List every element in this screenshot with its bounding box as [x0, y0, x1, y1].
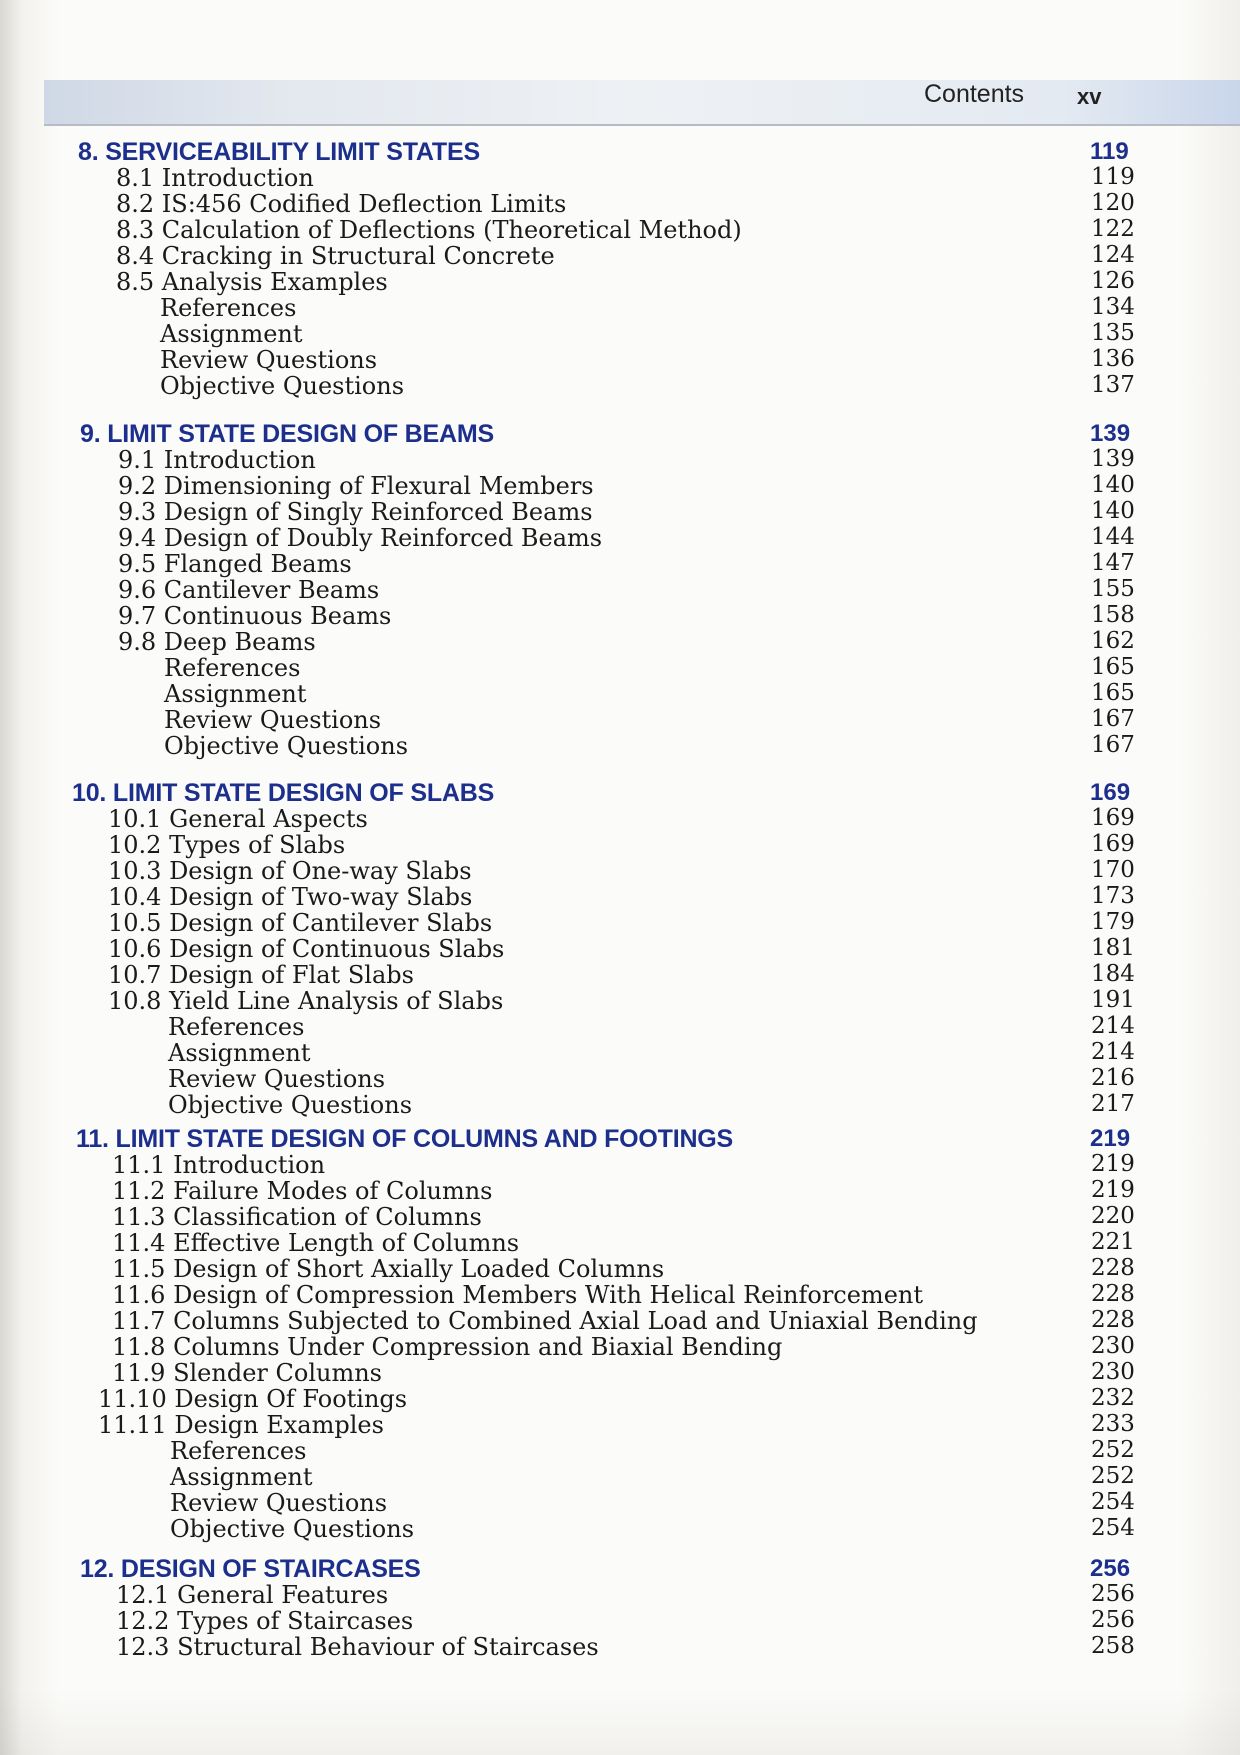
toc-entry: 11.2 Failure Modes of Columns: [112, 1177, 493, 1205]
toc-entry: 12.3 Structural Behaviour of Staircases: [116, 1633, 599, 1661]
toc-entry: 11.3 Classification of Columns: [112, 1203, 482, 1231]
chapter-11: [0, 1125, 1240, 1541]
toc-entry-page: 122: [1091, 216, 1135, 242]
toc-entry-page: 228: [1091, 1281, 1135, 1307]
toc-entry-page: 230: [1091, 1333, 1135, 1359]
toc-entry: Review Questions: [170, 1489, 388, 1517]
toc-entry: 8.5 Analysis Examples: [116, 268, 388, 296]
chapter-title: 9. LIMIT STATE DESIGN OF BEAMS: [80, 420, 494, 448]
toc-entry: 9.1 Introduction: [118, 446, 316, 474]
toc-entry-page: 120: [1091, 190, 1135, 216]
toc-entry-page: 219: [1091, 1177, 1135, 1203]
toc-entry: 10.4 Design of Two-way Slabs: [108, 883, 473, 911]
toc-entry-page: 162: [1091, 628, 1135, 654]
chapter-page: 169: [1090, 779, 1131, 806]
toc-entry-page: 217: [1091, 1091, 1135, 1117]
toc-entry: 11.10 Design Of Footings: [98, 1385, 408, 1413]
toc-entry-page: 220: [1091, 1203, 1135, 1229]
toc-entry: 8.1 Introduction: [116, 164, 314, 192]
toc-entry-page: 147: [1091, 550, 1135, 576]
toc-entry: 9.3 Design of Singly Reinforced Beams: [118, 498, 593, 526]
toc-entry: Assignment: [164, 680, 307, 708]
toc-entry: References: [170, 1437, 307, 1465]
toc-entry: References: [160, 294, 297, 322]
toc-entry-page: 167: [1091, 732, 1135, 758]
toc-entry: 11.5 Design of Short Axially Loaded Columns: [112, 1255, 665, 1283]
toc-entry-page: 219: [1091, 1151, 1135, 1177]
toc-entry-page: 169: [1091, 805, 1135, 831]
toc-entry-page: 258: [1091, 1633, 1135, 1659]
toc-entry: 10.2 Types of Slabs: [108, 831, 346, 859]
toc-entry-page: 256: [1091, 1607, 1135, 1633]
toc-entry-page: 252: [1091, 1437, 1135, 1463]
toc-entry: 11.4 Effective Length of Columns: [112, 1229, 520, 1257]
toc-entry-page: 140: [1091, 472, 1135, 498]
toc-entry-page: 214: [1091, 1013, 1135, 1039]
chapter-page: 119: [1090, 138, 1129, 165]
toc-entry-page: 252: [1091, 1463, 1135, 1489]
toc-entry-page: 167: [1091, 706, 1135, 732]
toc-entry-page: 140: [1091, 498, 1135, 524]
toc-entry: Review Questions: [164, 706, 382, 734]
toc-entry: Objective Questions: [160, 372, 405, 400]
toc-entry-page: 165: [1091, 654, 1135, 680]
toc-entry: 11.1 Introduction: [112, 1151, 326, 1179]
toc-entry-page: 232: [1091, 1385, 1135, 1411]
toc-entry: 10.6 Design of Continuous Slabs: [108, 935, 505, 963]
toc-entry-page: 233: [1091, 1411, 1135, 1437]
toc-entry-page: 221: [1091, 1229, 1135, 1255]
toc-entry: Review Questions: [168, 1065, 386, 1093]
toc-entry: 11.11 Design Examples: [98, 1411, 384, 1439]
toc-entry-page: 135: [1091, 320, 1135, 346]
toc-entry: 11.6 Design of Compression Members With Helical Reinforcement: [112, 1281, 923, 1309]
page-shadow: [0, 1690, 1240, 1755]
chapter-title: 10. LIMIT STATE DESIGN OF SLABS: [72, 779, 495, 807]
chapter-title: 8. SERVICEABILITY LIMIT STATES: [78, 138, 480, 166]
toc-entry: 9.2 Dimensioning of Flexural Members: [118, 472, 594, 500]
toc-entry-page: 170: [1091, 857, 1135, 883]
toc-entry: 10.8 Yield Line Analysis of Slabs: [108, 987, 504, 1015]
header-band: [44, 80, 1240, 126]
toc-entry: 12.1 General Features: [116, 1581, 389, 1609]
chapter-title: 12. DESIGN OF STAIRCASES: [80, 1555, 421, 1583]
toc-entry: 8.3 Calculation of Deflections (Theoretical Method): [116, 216, 742, 244]
toc-entry: Objective Questions: [164, 732, 409, 760]
chapter-9: [0, 420, 1240, 758]
toc-entry: Assignment: [160, 320, 303, 348]
toc-entry-page: 256: [1091, 1581, 1135, 1607]
toc-entry: 11.7 Columns Subjected to Combined Axial Load and Uniaxial Bending: [112, 1307, 978, 1335]
toc-entry: References: [168, 1013, 305, 1041]
toc-entry: Review Questions: [160, 346, 378, 374]
toc-entry-page: 228: [1091, 1255, 1135, 1281]
toc-entry: 9.7 Continuous Beams: [118, 602, 392, 630]
toc-entry: 8.4 Cracking in Structural Concrete: [116, 242, 555, 270]
toc-entry: 9.8 Deep Beams: [118, 628, 316, 656]
toc-entry: 11.9 Slender Columns: [112, 1359, 382, 1387]
toc-entry-page: 119: [1091, 164, 1135, 190]
toc-entry: 10.3 Design of One-way Slabs: [108, 857, 472, 885]
toc-entry-page: 228: [1091, 1307, 1135, 1333]
toc-entry: Assignment: [168, 1039, 311, 1067]
toc-entry-page: 179: [1091, 909, 1135, 935]
toc-entry-page: 173: [1091, 883, 1135, 909]
chapter-title: 11. LIMIT STATE DESIGN OF COLUMNS AND FOOTINGS: [76, 1125, 734, 1153]
toc-entry-page: 126: [1091, 268, 1135, 294]
toc-entry: Objective Questions: [170, 1515, 415, 1543]
toc-entry-page: 216: [1091, 1065, 1135, 1091]
toc-entry: 8.2 IS:456 Codified Deflection Limits: [116, 190, 567, 218]
chapter-page: 219: [1090, 1125, 1131, 1152]
toc-entry: 9.6 Cantilever Beams: [118, 576, 380, 604]
toc-entry-page: 169: [1091, 831, 1135, 857]
toc-entry: 10.7 Design of Flat Slabs: [108, 961, 414, 989]
toc-entry-page: 124: [1091, 242, 1135, 268]
toc-entry-page: 230: [1091, 1359, 1135, 1385]
toc-entry-page: 139: [1091, 446, 1135, 472]
page-number: xv: [1077, 84, 1102, 109]
toc-entry-page: 184: [1091, 961, 1135, 987]
chapter-12: [0, 1555, 1240, 1659]
chapter-page: 139: [1090, 420, 1131, 447]
toc-entry-page: 134: [1091, 294, 1135, 320]
toc-entry: 9.5 Flanged Beams: [118, 550, 352, 578]
toc-entry: Assignment: [170, 1463, 313, 1491]
toc-entry-page: 191: [1091, 987, 1135, 1013]
chapter-8: [0, 138, 1240, 398]
toc-entry-page: 136: [1091, 346, 1135, 372]
toc-entry: Objective Questions: [168, 1091, 413, 1119]
toc-entry: 9.4 Design of Doubly Reinforced Beams: [118, 524, 603, 552]
toc-entry-page: 214: [1091, 1039, 1135, 1065]
toc-entry-page: 181: [1091, 935, 1135, 961]
toc-entry: 10.5 Design of Cantilever Slabs: [108, 909, 493, 937]
toc-entry: 12.2 Types of Staircases: [116, 1607, 414, 1635]
toc-entry: 10.1 General Aspects: [108, 805, 368, 833]
toc-entry-page: 137: [1091, 372, 1135, 398]
toc-entry-page: 144: [1091, 524, 1135, 550]
toc-entry-page: 165: [1091, 680, 1135, 706]
toc-entry: 11.8 Columns Under Compression and Biaxial Bending: [112, 1333, 783, 1361]
toc-entry: References: [164, 654, 301, 682]
toc-entry-page: 254: [1091, 1489, 1135, 1515]
toc-entry-page: 254: [1091, 1515, 1135, 1541]
toc-entry-page: 158: [1091, 602, 1135, 628]
running-title: Contents: [924, 80, 1025, 108]
chapter-10: [0, 779, 1240, 1117]
toc-entry-page: 155: [1091, 576, 1135, 602]
chapter-page: 256: [1090, 1555, 1131, 1582]
